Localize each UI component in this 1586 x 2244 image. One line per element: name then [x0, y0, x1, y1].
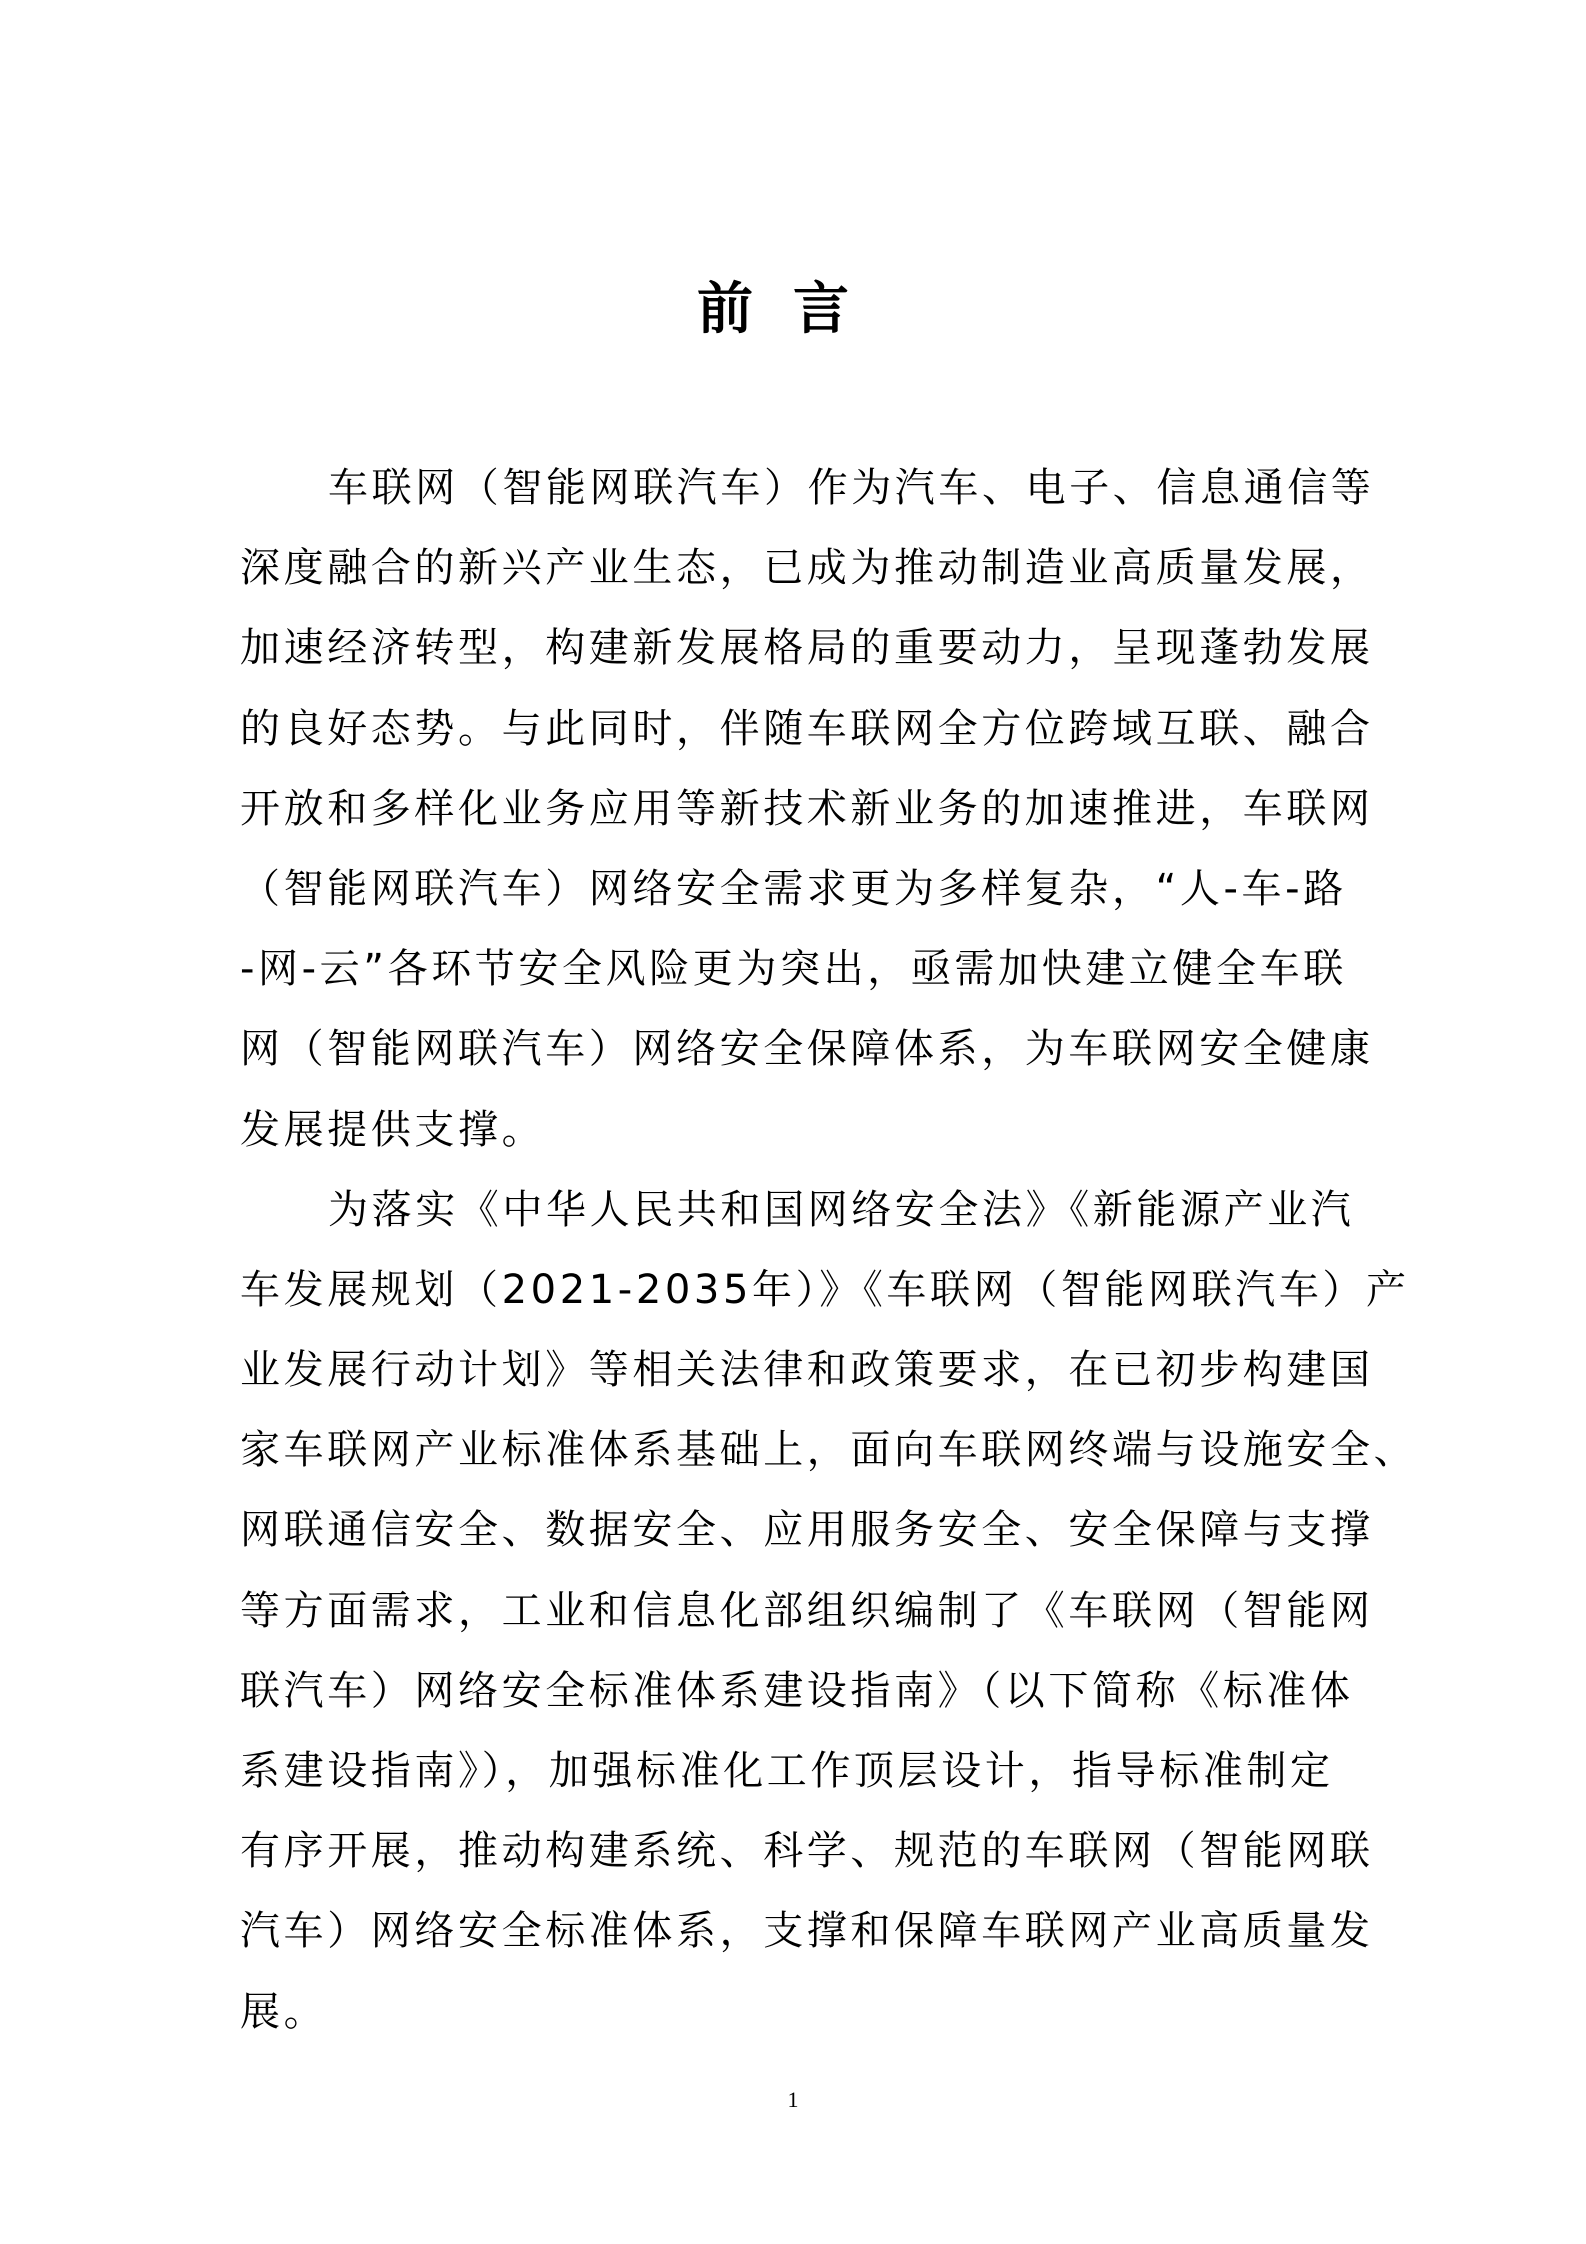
paragraph-1 [240, 448, 1410, 1170]
text-line: 家车联网产业标准体系基础上，面向车联网终端与设施安全、 [240, 1427, 1418, 1474]
text-line: 深度融合的新兴产业生态，已成为推动制造业高质量发展， [240, 545, 1374, 592]
page-title: 前言 [697, 277, 889, 342]
text-line: 等方面需求，工业和信息化部组织编制了《车联网（智能网 [240, 1587, 1374, 1634]
page-number: 1 [787, 2087, 799, 2112]
text-line: 车发展规划（2021-2035年）》《车联网（智能网联汽车）产 [240, 1266, 1410, 1313]
text-line: 有序开展，推动构建系统、科学、规范的车联网（智能网联 [240, 1828, 1374, 1875]
paragraph-2 [240, 1170, 1418, 2052]
text-line: 汽车）网络安全标准体系，支撑和保障车联网产业高质量发 [240, 1908, 1374, 1955]
text-line: 网（智能网联汽车）网络安全保障体系，为车联网安全健康 [240, 1026, 1374, 1073]
text-line: 系建设指南》），加强标准化工作顶层设计，指导标准制定 [240, 1748, 1334, 1794]
text-line: 发展提供支撑。 [240, 1106, 546, 1153]
text-line: 业发展行动计划》等相关法律和政策要求，在已初步构建国 [240, 1347, 1374, 1394]
text-line: 网联通信安全、数据安全、应用服务安全、安全保障与支撑 [240, 1507, 1374, 1554]
text-line: 开放和多样化业务应用等新技术新业务的加速推进，车联网 [240, 785, 1374, 832]
text-line: （智能网联汽车）网络安全需求更为多样复杂，“人-车-路 [240, 865, 1347, 912]
text-line: 为落实《中华人民共和国网络安全法》《新能源产业汽 [328, 1186, 1355, 1233]
text-line: 联汽车）网络安全标准体系建设指南》（以下简称《标准体 [240, 1667, 1354, 1714]
text-line: -网-云”各环节安全风险更为突出，亟需加快建立健全车联 [240, 946, 1347, 993]
text-line: 加速经济转型，构建新发展格局的重要动力，呈现蓬勃发展 [240, 625, 1374, 672]
text-line: 展。 [240, 1988, 328, 2035]
text-line: 的良好态势。与此同时，伴随车联网全方位跨域互联、融合 [240, 705, 1374, 752]
body-text [240, 448, 1418, 2052]
text-line: 车联网（智能网联汽车）作为汽车、电子、信息通信等 [328, 465, 1375, 511]
